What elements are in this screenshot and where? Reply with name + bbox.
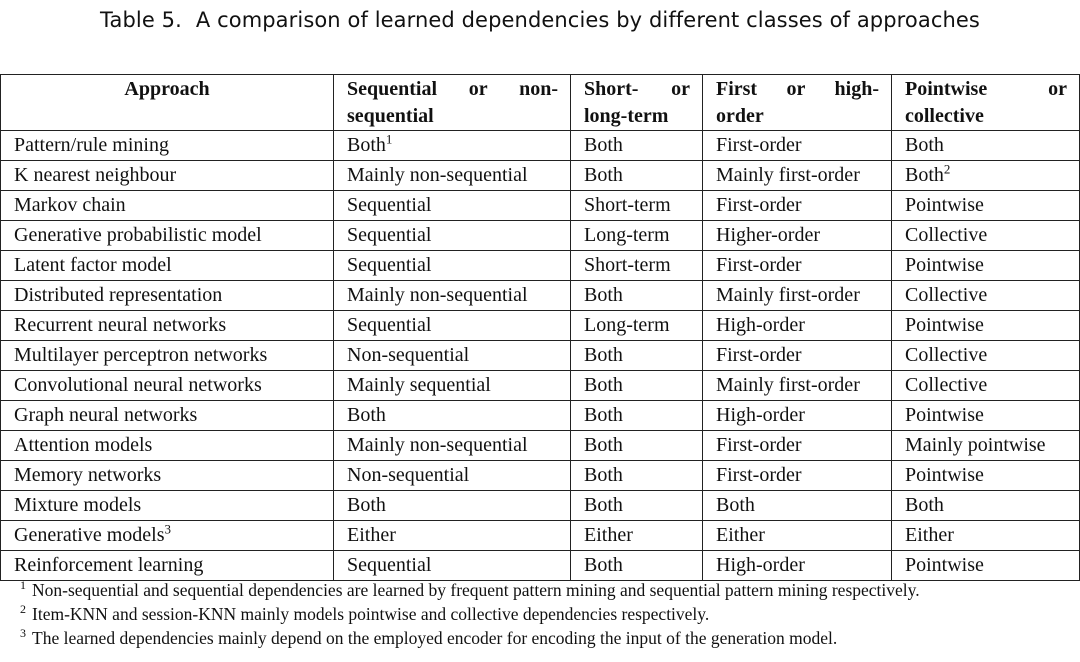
cell-pointwise: Pointwise xyxy=(892,461,1080,491)
cell-pointwise: Both xyxy=(892,491,1080,521)
table-row xyxy=(1,521,1080,551)
header-approach: Approach xyxy=(1,75,334,131)
cell-order: Both xyxy=(703,491,892,521)
footnote-marker: 1 xyxy=(385,131,393,147)
table-row xyxy=(1,131,1080,161)
cell-term: Long-term xyxy=(571,221,703,251)
header-pointwise: Pointwise or collective xyxy=(892,75,1080,131)
table-row xyxy=(1,161,1080,191)
cell-approach: Multilayer perceptron networks xyxy=(1,341,334,371)
footnote-marker: 3 xyxy=(164,521,171,537)
table-row xyxy=(1,311,1080,341)
cell-pointwise: Pointwise xyxy=(892,191,1080,221)
cell-pointwise: Collective xyxy=(892,341,1080,371)
table-row xyxy=(1,461,1080,491)
cell-order: Mainly first-order xyxy=(703,371,892,401)
table-header-row xyxy=(1,75,1080,131)
cell-order: First-order xyxy=(703,431,892,461)
cell-sequential: Mainly non-sequential xyxy=(334,281,571,311)
cell-pointwise: Both$^2$ xyxy=(892,161,1080,191)
footnote xyxy=(20,626,1070,650)
cell-sequential: Mainly non-sequential xyxy=(334,431,571,461)
footnote-mark: 1 xyxy=(20,578,26,593)
cell-sequential: Non-sequential xyxy=(334,461,571,491)
footnote-text: The learned dependencies mainly depend on the employed encoder for encoding the input of the generation model. xyxy=(32,628,838,648)
cell-sequential: Both xyxy=(334,491,571,521)
table-row xyxy=(1,251,1080,281)
table-row xyxy=(1,191,1080,221)
cell-approach: Recurrent neural networks xyxy=(1,311,334,341)
cell-order: High-order xyxy=(703,311,892,341)
header-order: First or high- order xyxy=(703,75,892,131)
cell-approach: Markov chain xyxy=(1,191,334,221)
cell-pointwise: Collective xyxy=(892,221,1080,251)
cell-order: First-order xyxy=(703,341,892,371)
cell-approach: Generative probabilistic model xyxy=(1,221,334,251)
header-term: Short- or long-term xyxy=(571,75,703,131)
cell-sequential: Either xyxy=(334,521,571,551)
cell-sequential: Both xyxy=(334,401,571,431)
cell-approach: Memory networks xyxy=(1,461,334,491)
table-row xyxy=(1,221,1080,251)
cell-pointwise: Pointwise xyxy=(892,551,1080,581)
cell-approach: Pattern/rule mining xyxy=(1,131,334,161)
cell-pointwise: Collective xyxy=(892,371,1080,401)
dependencies-table xyxy=(0,74,1080,581)
cell-term: Either xyxy=(571,521,703,551)
footnote-marker: 2 xyxy=(943,161,951,177)
cell-approach: K nearest neighbour xyxy=(1,161,334,191)
cell-approach: Graph neural networks xyxy=(1,401,334,431)
cell-approach: Reinforcement learning xyxy=(1,551,334,581)
table-row xyxy=(1,491,1080,521)
cell-approach: Attention models xyxy=(1,431,334,461)
table-row xyxy=(1,371,1080,401)
cell-order: High-order xyxy=(703,401,892,431)
cell-term: Both xyxy=(571,431,703,461)
cell-term: Both xyxy=(571,551,703,581)
cell-order: First-order xyxy=(703,251,892,281)
cell-sequential: Mainly sequential xyxy=(334,371,571,401)
cell-pointwise: Pointwise xyxy=(892,401,1080,431)
cell-order: Higher-order xyxy=(703,221,892,251)
cell-order: First-order xyxy=(703,461,892,491)
table-caption xyxy=(0,8,1080,32)
header-sequential: Sequential or non- sequential xyxy=(334,75,571,131)
cell-order: First-order xyxy=(703,191,892,221)
cell-term: Both xyxy=(571,131,703,161)
table-number: Table 5. xyxy=(100,8,182,32)
cell-sequential: Both$^1$ xyxy=(334,131,571,161)
table-row xyxy=(1,281,1080,311)
cell-approach: Convolutional neural networks xyxy=(1,371,334,401)
cell-approach: Latent factor model xyxy=(1,251,334,281)
cell-sequential: Sequential xyxy=(334,311,571,341)
cell-pointwise: Collective xyxy=(892,281,1080,311)
cell-term: Both xyxy=(571,491,703,521)
cell-order: First-order xyxy=(703,131,892,161)
table-row xyxy=(1,551,1080,581)
footnote xyxy=(20,578,1070,602)
cell-sequential: Mainly non-sequential xyxy=(334,161,571,191)
cell-sequential: Sequential xyxy=(334,191,571,221)
cell-order: High-order xyxy=(703,551,892,581)
cell-sequential: Sequential xyxy=(334,551,571,581)
cell-order: Mainly first-order xyxy=(703,161,892,191)
cell-pointwise: Pointwise xyxy=(892,311,1080,341)
cell-approach: Distributed representation xyxy=(1,281,334,311)
cell-term: Both xyxy=(571,281,703,311)
footnote-text: Non-sequential and sequential dependencies are learned by frequent pattern mining and sequential pattern mining respectively. xyxy=(32,580,920,600)
cell-pointwise: Mainly pointwise xyxy=(892,431,1080,461)
footnotes xyxy=(20,578,1070,650)
footnote-text: Item-KNN and session-KNN mainly models pointwise and collective dependencies respectively. xyxy=(32,604,710,624)
cell-pointwise: Pointwise xyxy=(892,251,1080,281)
cell-term: Both xyxy=(571,401,703,431)
table-row xyxy=(1,401,1080,431)
cell-pointwise: Both xyxy=(892,131,1080,161)
table-row xyxy=(1,431,1080,461)
footnote-mark: 2 xyxy=(20,602,26,617)
cell-sequential: Non-sequential xyxy=(334,341,571,371)
cell-term: Both xyxy=(571,371,703,401)
cell-term: Short-term xyxy=(571,191,703,221)
cell-term: Both xyxy=(571,341,703,371)
cell-term: Both xyxy=(571,161,703,191)
footnote-mark: 3 xyxy=(20,626,26,641)
cell-pointwise: Either xyxy=(892,521,1080,551)
cell-order: Either xyxy=(703,521,892,551)
cell-sequential: Sequential xyxy=(334,251,571,281)
cell-approach: Generative models$^3$ xyxy=(1,521,334,551)
cell-term: Long-term xyxy=(571,311,703,341)
cell-term: Both xyxy=(571,461,703,491)
table-row xyxy=(1,341,1080,371)
cell-approach: Mixture models xyxy=(1,491,334,521)
cell-term: Short-term xyxy=(571,251,703,281)
cell-sequential: Sequential xyxy=(334,221,571,251)
footnote xyxy=(20,602,1070,626)
table-title: A comparison of learned dependencies by different classes of approaches xyxy=(195,8,980,32)
cell-order: Mainly first-order xyxy=(703,281,892,311)
